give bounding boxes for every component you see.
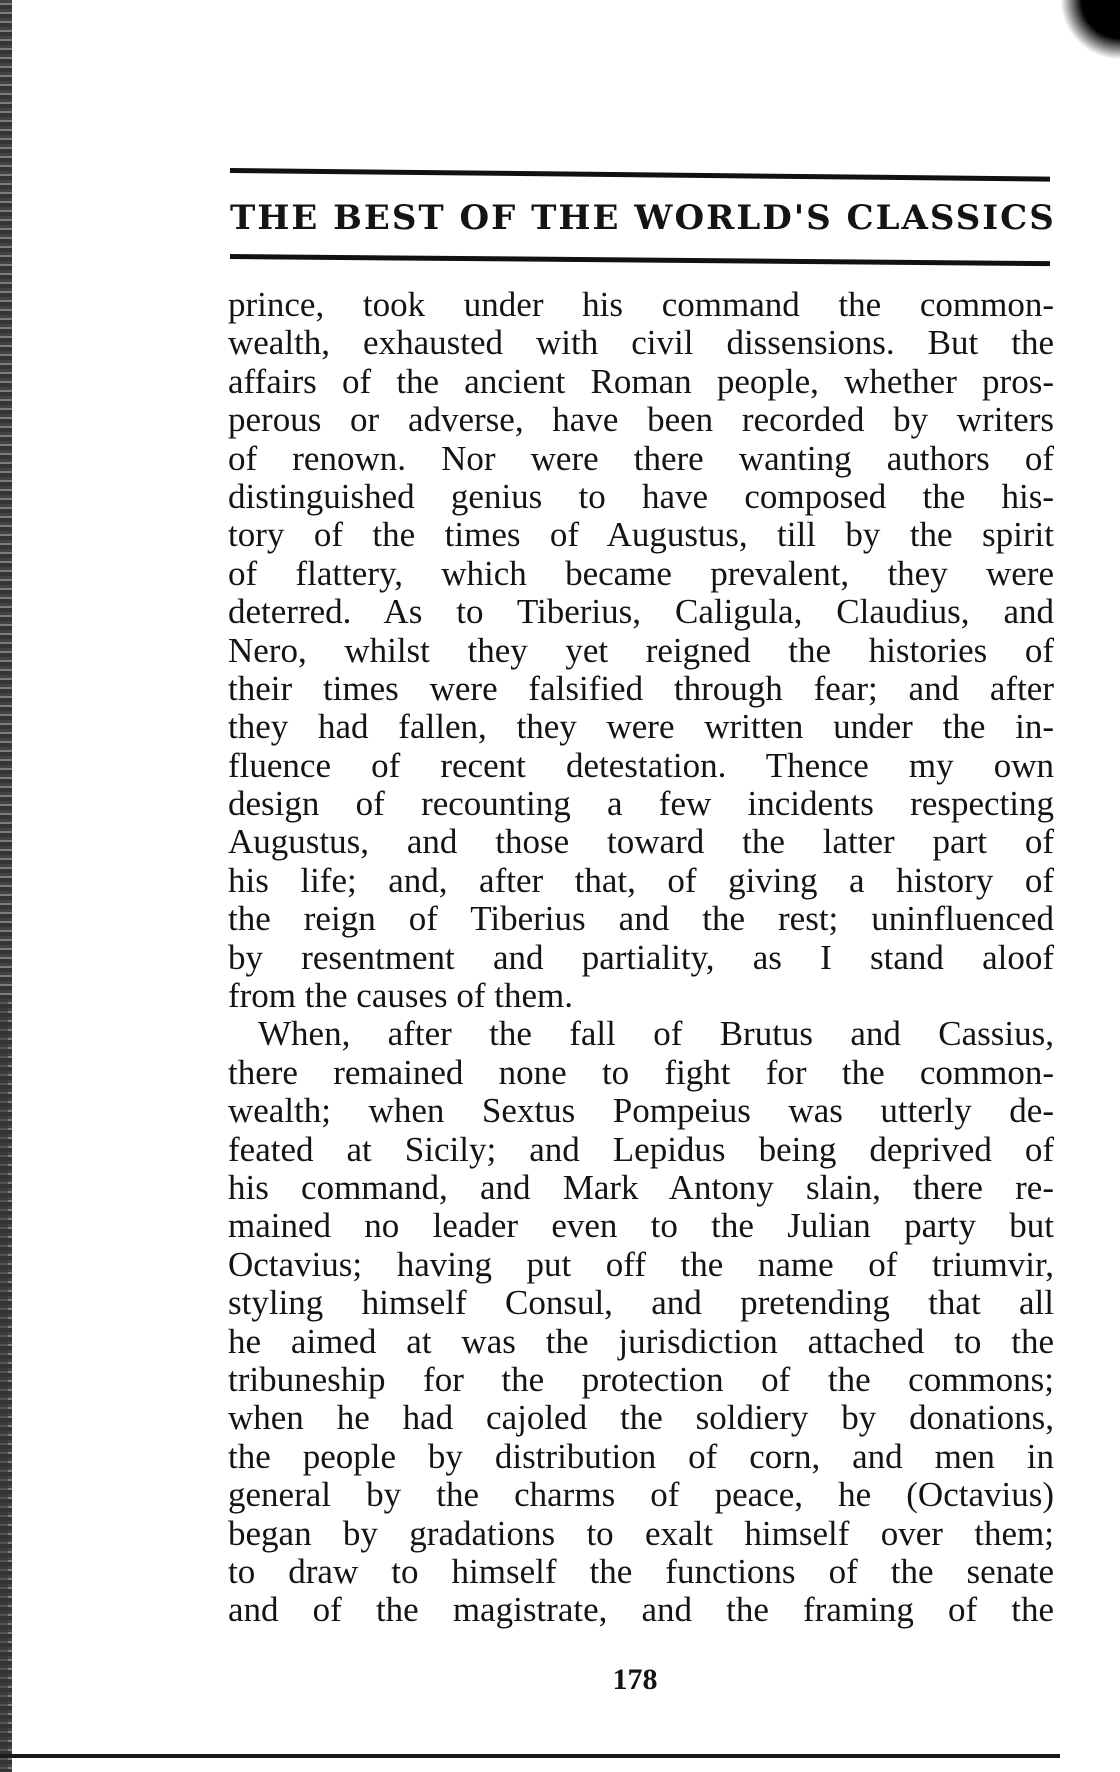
text-line: began by gradations to exalt himself over them; — [228, 1513, 1054, 1553]
header-bottom-rule — [230, 254, 1050, 266]
text-line: Octavius; having put off the name of triumvir, — [228, 1244, 1054, 1284]
text-line: from the causes of them. — [228, 976, 574, 1016]
body-text — [228, 286, 1054, 1630]
text-line: the people by distribution of corn, and men in — [228, 1436, 1054, 1476]
header-top-rule — [230, 168, 1050, 182]
text-line: Augustus, and those toward the latter part of — [228, 822, 1054, 862]
text-line: tory of the times of Augustus, till by the spirit — [228, 515, 1054, 555]
text-line: feated at Sicily; and Lepidus being deprived of — [228, 1129, 1054, 1169]
paragraph — [228, 286, 1054, 1015]
text-line: styling himself Consul, and pretending that all — [228, 1283, 1054, 1323]
text-line: mained no leader even to the Julian party but — [228, 1206, 1054, 1246]
text-line: Nero, whilst they yet reigned the histories of — [228, 630, 1054, 670]
running-head: THE BEST OF THE WORLD'S CLASSICS — [230, 198, 1056, 238]
text-line: general by the charms of peace, he (Octavius) — [228, 1475, 1054, 1515]
text-line: his command, and Mark Antony slain, there re- — [228, 1167, 1054, 1207]
text-line: prince, took under his command the common- — [228, 285, 1054, 324]
text-line: the reign of Tiberius and the rest; uninfluenced — [228, 899, 1054, 939]
text-line: deterred. As to Tiberius, Caligula, Claudius, and — [228, 592, 1054, 632]
paragraph — [228, 1015, 1054, 1629]
text-line: of renown. Nor were there wanting authors of — [228, 438, 1054, 478]
text-line: when he had cajoled the soldiery by donations, — [228, 1398, 1054, 1438]
text-line: they had fallen, they were written under the in- — [228, 707, 1054, 747]
text-line: fluence of recent detestation. Thence my own — [228, 745, 1054, 785]
text-line: there remained none to fight for the common- — [228, 1052, 1054, 1092]
text-line: of flattery, which became prevalent, they were — [228, 553, 1054, 593]
text-line: and of the magistrate, and the framing of the — [228, 1590, 1054, 1630]
corner-shadow — [1060, 0, 1120, 60]
text-line: tribuneship for the protection of the commons; — [228, 1359, 1054, 1399]
text-line: wealth, exhausted with civil dissensions. But the — [228, 323, 1054, 363]
text-line: wealth; when Sextus Pompeius was utterly de- — [228, 1091, 1054, 1131]
binding-shadow-lower — [0, 1000, 8, 1772]
text-line: perous or adverse, have been recorded by writers — [228, 400, 1054, 440]
text-line: distinguished genius to have composed the his- — [228, 476, 1054, 516]
text-line: their times were falsified through fear; and after — [228, 668, 1054, 708]
text-line: his life; and, after that, of giving a history of — [228, 860, 1054, 900]
text-line: by resentment and partiality, as I stand aloof — [228, 937, 1054, 977]
page-number: 178 — [612, 1663, 658, 1696]
text-line: When, after the fall of Brutus and Cassius, — [258, 1014, 1054, 1054]
text-line: design of recounting a few incidents respecting — [228, 784, 1054, 824]
text-line: to draw to himself the functions of the senate — [228, 1551, 1054, 1591]
text-line: affairs of the ancient Roman people, whether pros- — [228, 361, 1054, 401]
text-line: he aimed at was the jurisdiction attached to the — [228, 1321, 1054, 1361]
bottom-edge-shadow — [0, 1754, 1060, 1758]
